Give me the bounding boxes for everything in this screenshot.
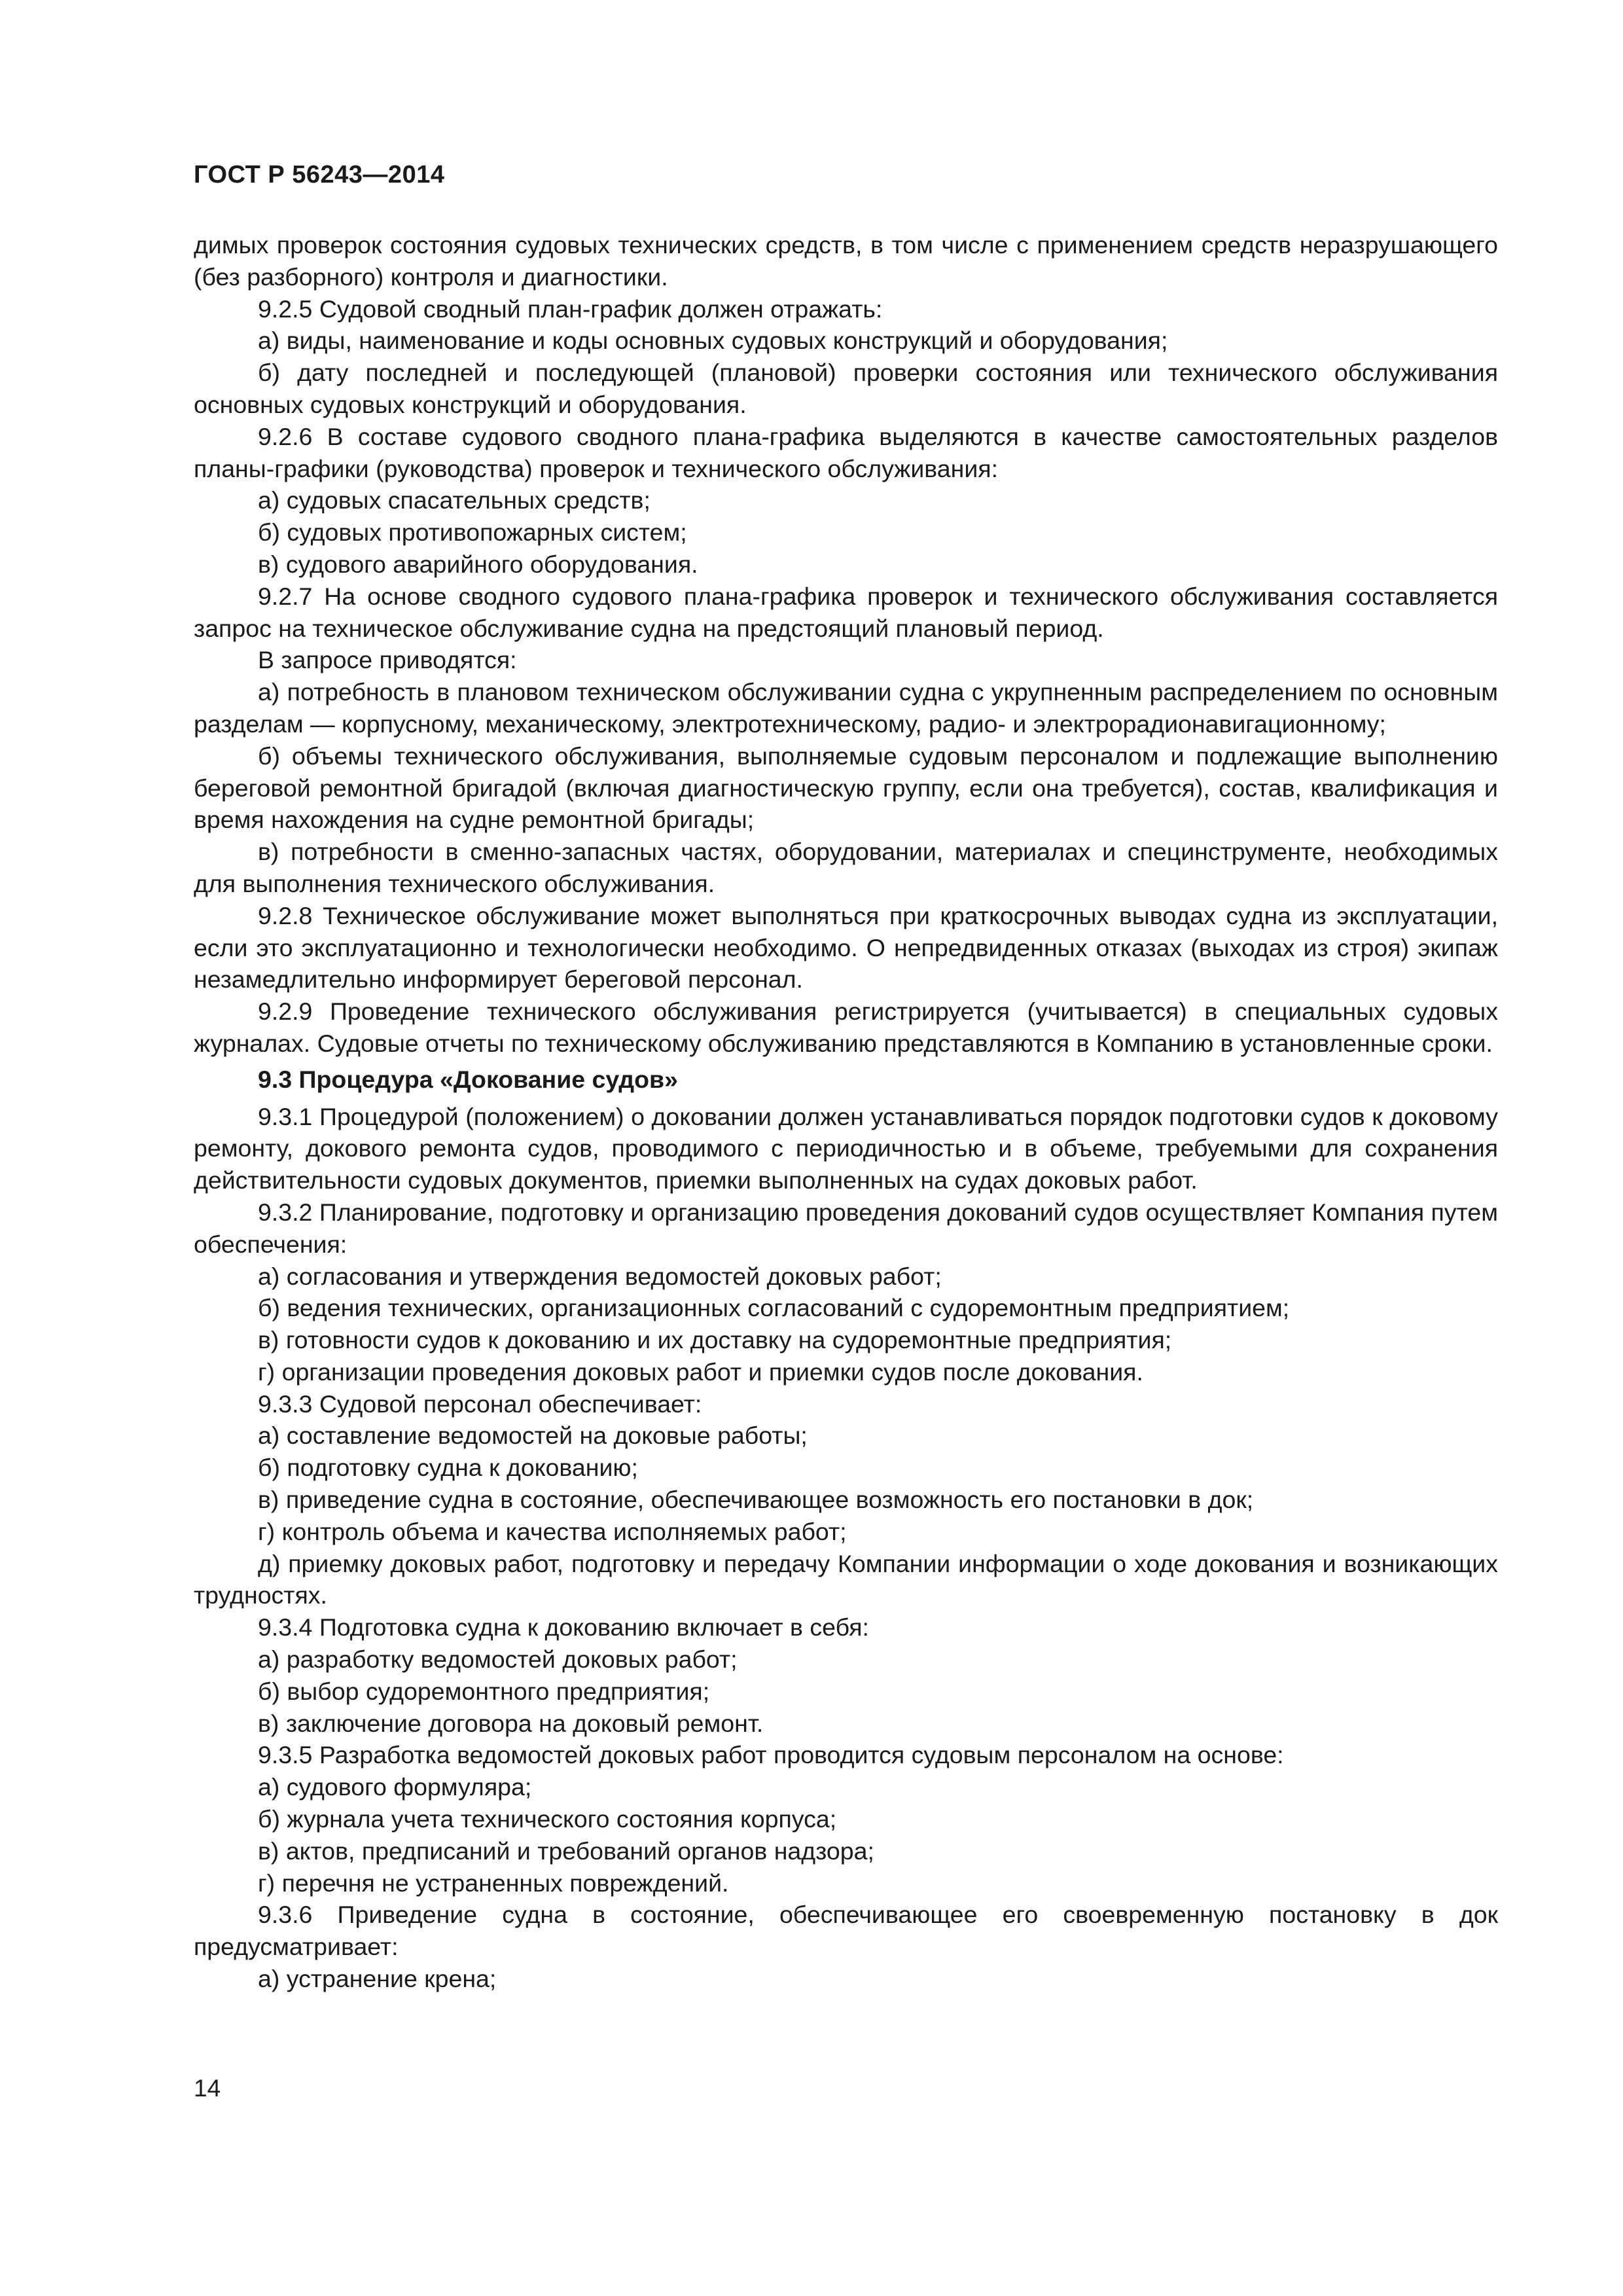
document-header: ГОСТ Р 56243—2014 (194, 161, 445, 188)
paragraph: 9.3.5 Разработка ведомостей доковых работ проводится судовым персоналом на основе: (258, 1741, 1284, 1769)
list-item: в) приведение судна в состояние, обеспечивающее возможность его постановки в док; (258, 1486, 1254, 1514)
list-item: б) выбор судоремонтного предприятия; (258, 1677, 710, 1705)
list-item: в) судового аварийного оборудования. (258, 550, 698, 578)
list-item: а) устранение крена; (258, 1965, 497, 1993)
list-item: г) организации проведения доковых работ и приемки судов после докования. (258, 1357, 1143, 1386)
list-item: б) судовых противопожарных систем; (258, 518, 687, 547)
list-item: а) виды, наименование и коды основных судовых конструкций и оборудования; (258, 327, 1168, 355)
paragraph: димых проверок состояния судовых технических средств, в том числе с применением средств неразрушающего (без разборного) контроля и диагностики. (194, 231, 1498, 291)
paragraph: 9.2.7 На основе сводного судового плана-графика проверок и технического обслуживания составляется запрос на техническое обслуживание судна на предстоящий плановый период. (194, 582, 1498, 642)
document-body (194, 229, 1498, 1995)
list-item: а) потребность в плановом техническом обслуживании судна с укрупненным распределением по основным разделам — корпусному, механическому, электротехническому, радио- и электрорадионавигационному; (194, 678, 1498, 738)
list-item: б) подготовку судна к докованию; (258, 1454, 638, 1482)
list-item: а) судового формуляра; (258, 1773, 532, 1801)
list-item: а) разработку ведомостей доковых работ; (258, 1645, 738, 1674)
paragraph: В запросе приводятся: (258, 646, 517, 674)
list-item: д) приемку доковых работ, подготовку и передачу Компании информации о ходе докования и возникающих трудностях. (194, 1549, 1498, 1609)
paragraph: 9.3.4 Подготовка судна к докованию включает в себя: (258, 1613, 869, 1641)
list-item: а) составление ведомостей на доковые работы; (258, 1422, 808, 1450)
list-item: г) контроль объема и качества исполняемых работ; (258, 1517, 847, 1545)
list-item: б) объемы технического обслуживания, выполняемые судовым персоналом и подлежащие выполнению береговой ремонтной бригадой (включая диагностическую группу, если она требуется), состав, квалификация и время нахождения на судне ремонтной бригады; (194, 742, 1498, 834)
list-item: б) дату последней и последующей (плановой) проверки состояния или технического обслуживания основных судовых конструкций и оборудования. (194, 359, 1498, 418)
paragraph: 9.3.6 Приведение судна в состояние, обеспечивающее его своевременную постановку в док предусматривает: (194, 1901, 1498, 1961)
list-item: а) согласования и утверждения ведомостей доковых работ; (258, 1262, 942, 1290)
list-item: а) судовых спасательных средств; (258, 486, 651, 514)
page-number: 14 (194, 2075, 221, 2102)
paragraph: 9.3.3 Судовой персонал обеспечивает: (258, 1390, 702, 1418)
list-item: г) перечня не устраненных повреждений. (258, 1869, 729, 1897)
list-item: б) журнала учета технического состояния корпуса; (258, 1805, 837, 1833)
section-heading: 9.3 Процедура «Докование судов» (258, 1065, 678, 1093)
list-item: в) потребности в сменно-запасных частях, оборудовании, материалах и специнструменте, необходимых для выполнения технического обслуживания. (194, 838, 1498, 897)
list-item: б) ведения технических, организационных согласований с судоремонтным предприятием; (258, 1294, 1290, 1322)
list-item: в) актов, предписаний и требований органов надзора; (258, 1837, 874, 1865)
paragraph: 9.2.8 Техническое обслуживание может выполняться при краткосрочных выводах судна из эксплуатации, если это эксплуатационно и технологически необходимо. О непредвиденных отказах (выходах из строя) экипаж незамедлительно информирует береговой персонал. (194, 901, 1498, 994)
list-item: в) готовности судов к докованию и их доставку на судоремонтные предприятия; (258, 1326, 1172, 1354)
paragraph: 9.3.2 Планирование, подготовку и организацию проведения докований судов осуществляет Компания путем обеспечения: (194, 1198, 1498, 1258)
paragraph: 9.3.1 Процедурой (положением) о доковании должен устанавливаться порядок подготовки судов к доковому ремонту, докового ремонта судов, проводимого с периодичностью и в объеме, требуемыми для сохранения действительности судовых документов, приемки выполненных на судах доковых работ. (194, 1102, 1498, 1194)
paragraph: 9.2.6 В составе судового сводного плана-графика выделяются в качестве самостоятельных разделов планы-графики (руководства) проверок и технического обслуживания: (194, 422, 1498, 482)
paragraph: 9.2.9 Проведение технического обслуживания регистрируется (учитывается) в специальных судовых журналах. Судовые отчеты по техническому обслуживанию представляются в Компанию в установленные сроки. (194, 997, 1498, 1057)
paragraph: 9.2.5 Судовой сводный план-график должен отражать: (258, 295, 883, 323)
list-item: в) заключение договора на доковый ремонт. (258, 1709, 764, 1737)
